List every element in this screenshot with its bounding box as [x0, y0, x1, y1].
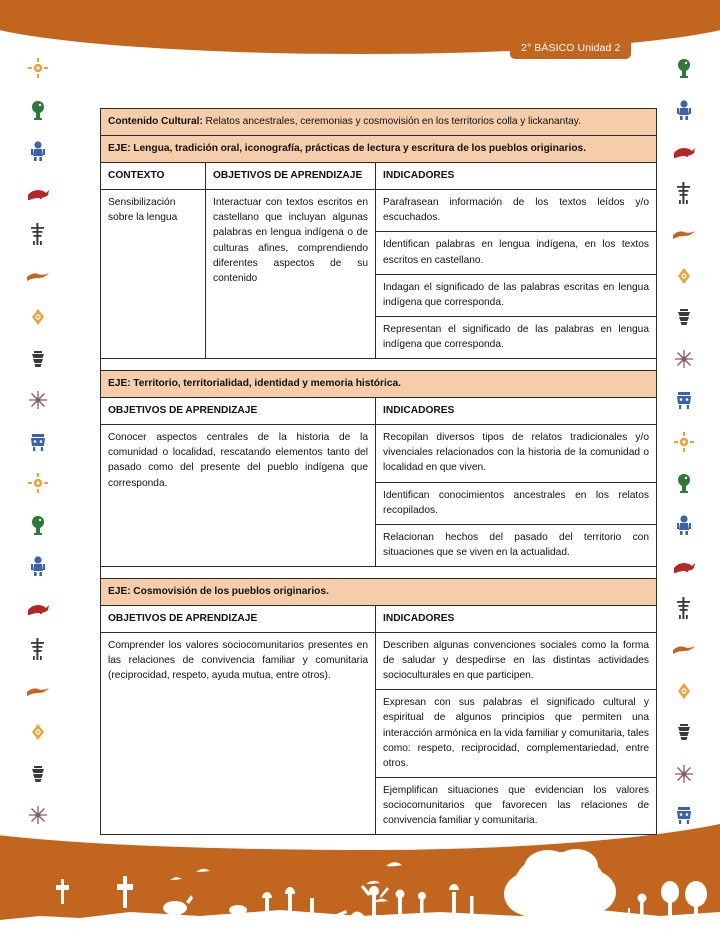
indicador-cell: Expresan con sus palabras el significado cultural y espiritual de algunos principios que permiten una interacción armónica en la vida familiar y comunitaria, tales como: respeto, reciprocidad, complementariedad, entre otros. — [376, 690, 657, 777]
column-header-row — [101, 605, 657, 632]
eje-label: EJE: Cosmovisión de los pueblos originarios. — [101, 578, 657, 605]
fox-icon — [25, 180, 51, 206]
indicador-cell: Describen algunas convenciones sociales como la forma de saludar y despedirse en las distintas actividades socioculturales en que participen. — [376, 633, 657, 690]
indicador-cell: Identifican conocimientos ancestrales en los relatos recopilados. — [376, 482, 657, 524]
right-decoration-column — [664, 55, 704, 844]
planning-table-body — [101, 109, 657, 835]
objetivo-cell: Conocer aspectos centrales de la historia de la comunidad o localidad, rescatando elementos tanto del pasado como del presente del pueblo indígena que corresponda. — [101, 425, 376, 567]
table-row — [101, 633, 657, 690]
indicador-cell: Indagan el significado de las palabras escritas en lengua indígena que corresponda. — [376, 274, 657, 316]
totem-icon — [671, 180, 697, 206]
column-header-row — [101, 163, 657, 190]
table-row — [101, 190, 657, 232]
flower-icon — [671, 263, 697, 289]
eje-row — [101, 136, 657, 163]
unit-badge: 2° BÁSICO Unidad 2 — [510, 38, 631, 59]
contenido-cultural-cell — [101, 109, 657, 136]
mask-icon — [25, 429, 51, 455]
sun-icon — [25, 470, 51, 496]
vessel-icon — [671, 304, 697, 330]
mask-icon — [671, 387, 697, 413]
condor-icon — [671, 221, 697, 247]
totem-icon — [25, 221, 51, 247]
bird-icon — [25, 512, 51, 538]
contenido-cultural-label: Contenido Cultural: — [108, 116, 203, 127]
indicador-cell: Representan el significado de las palabras en lengua indígena que corresponda. — [376, 316, 657, 358]
planning-sheet — [100, 108, 656, 835]
sun-icon — [671, 429, 697, 455]
vessel-icon — [25, 346, 51, 372]
objetivo-cell: Comprender los valores sociocomunitarios presentes en las relaciones de convivencia familiar y comunitaria (reciprocidad, respeto, ayuda mutua, entre otros). — [101, 633, 376, 835]
eje-label: EJE: Lengua, tradición oral, iconografía, prácticas de lectura y escritura de los pueblos originarios. — [101, 136, 657, 163]
column-header-objetivos: OBJETIVOS DE APRENDIZAJE — [101, 398, 376, 425]
column-header-row — [101, 398, 657, 425]
fox-icon — [671, 553, 697, 579]
contenido-cultural-row — [101, 109, 657, 136]
totem-icon — [25, 636, 51, 662]
condor-icon — [25, 678, 51, 704]
figure-icon — [671, 512, 697, 538]
figure-icon — [25, 138, 51, 164]
column-header-indicadores: INDICADORES — [376, 163, 657, 190]
figure-icon — [671, 97, 697, 123]
section-spacer — [101, 566, 657, 578]
indicador-cell: Ejemplifican situaciones que evidencian los valores sociocomunitarios que favorecen las relaciones de convivencia familiar y comunitaria. — [376, 777, 657, 834]
eje-row — [101, 371, 657, 398]
eje-label: EJE: Territorio, territorialidad, identidad y memoria histórica. — [101, 371, 657, 398]
table-row — [101, 425, 657, 482]
flower-icon — [671, 678, 697, 704]
flower-icon — [25, 719, 51, 745]
footer-landscape-illustration — [0, 846, 720, 932]
star-icon — [671, 761, 697, 787]
column-header-objetivos: OBJETIVOS DE APRENDIZAJE — [206, 163, 376, 190]
fox-icon — [25, 595, 51, 621]
indicador-cell: Recopilan diversos tipos de relatos tradicionales y/o vivenciales relacionados con la historia de la comunidad o localidad en que viven. — [376, 425, 657, 482]
bird-icon — [671, 55, 697, 81]
fox-icon — [671, 138, 697, 164]
totem-icon — [671, 595, 697, 621]
left-decoration-column — [18, 55, 58, 844]
spacer-cell — [101, 566, 657, 578]
column-header-objetivos: OBJETIVOS DE APRENDIZAJE — [101, 605, 376, 632]
vessel-icon — [25, 761, 51, 787]
sun-icon — [25, 55, 51, 81]
condor-icon — [25, 263, 51, 289]
condor-icon — [671, 636, 697, 662]
column-header-indicadores: INDICADORES — [376, 605, 657, 632]
bird-icon — [671, 470, 697, 496]
star-icon — [671, 346, 697, 372]
indicador-cell: Parafrasean información de los textos leídos y/o escuchados. — [376, 190, 657, 232]
planning-table — [100, 108, 657, 835]
flower-icon — [25, 304, 51, 330]
vessel-icon — [671, 719, 697, 745]
indicador-cell: Identifican palabras en lengua indígena, en los textos escritos en castellano. — [376, 232, 657, 274]
contexto-cell: Sensibilización sobre la lengua — [101, 190, 206, 359]
indicador-cell: Relacionan hechos del pasado del territorio con situaciones que se viven en la actualidad. — [376, 524, 657, 566]
section-spacer — [101, 359, 657, 371]
star-icon — [25, 387, 51, 413]
contenido-cultural-text: Relatos ancestrales, ceremonias y cosmovisión en los territorios colla y lickanantay. — [202, 116, 581, 127]
column-header-indicadores: INDICADORES — [376, 398, 657, 425]
figure-icon — [25, 553, 51, 579]
eje-row — [101, 578, 657, 605]
objetivo-cell: Interactuar con textos escritos en castellano que incluyan algunas palabras en lengua indígena o de culturas afines, comprendiendo diferentes aspectos de su contenido — [206, 190, 376, 359]
column-header-contexto: CONTEXTO — [101, 163, 206, 190]
bird-icon — [25, 97, 51, 123]
spacer-cell — [101, 359, 657, 371]
bottom-banner — [0, 824, 720, 932]
